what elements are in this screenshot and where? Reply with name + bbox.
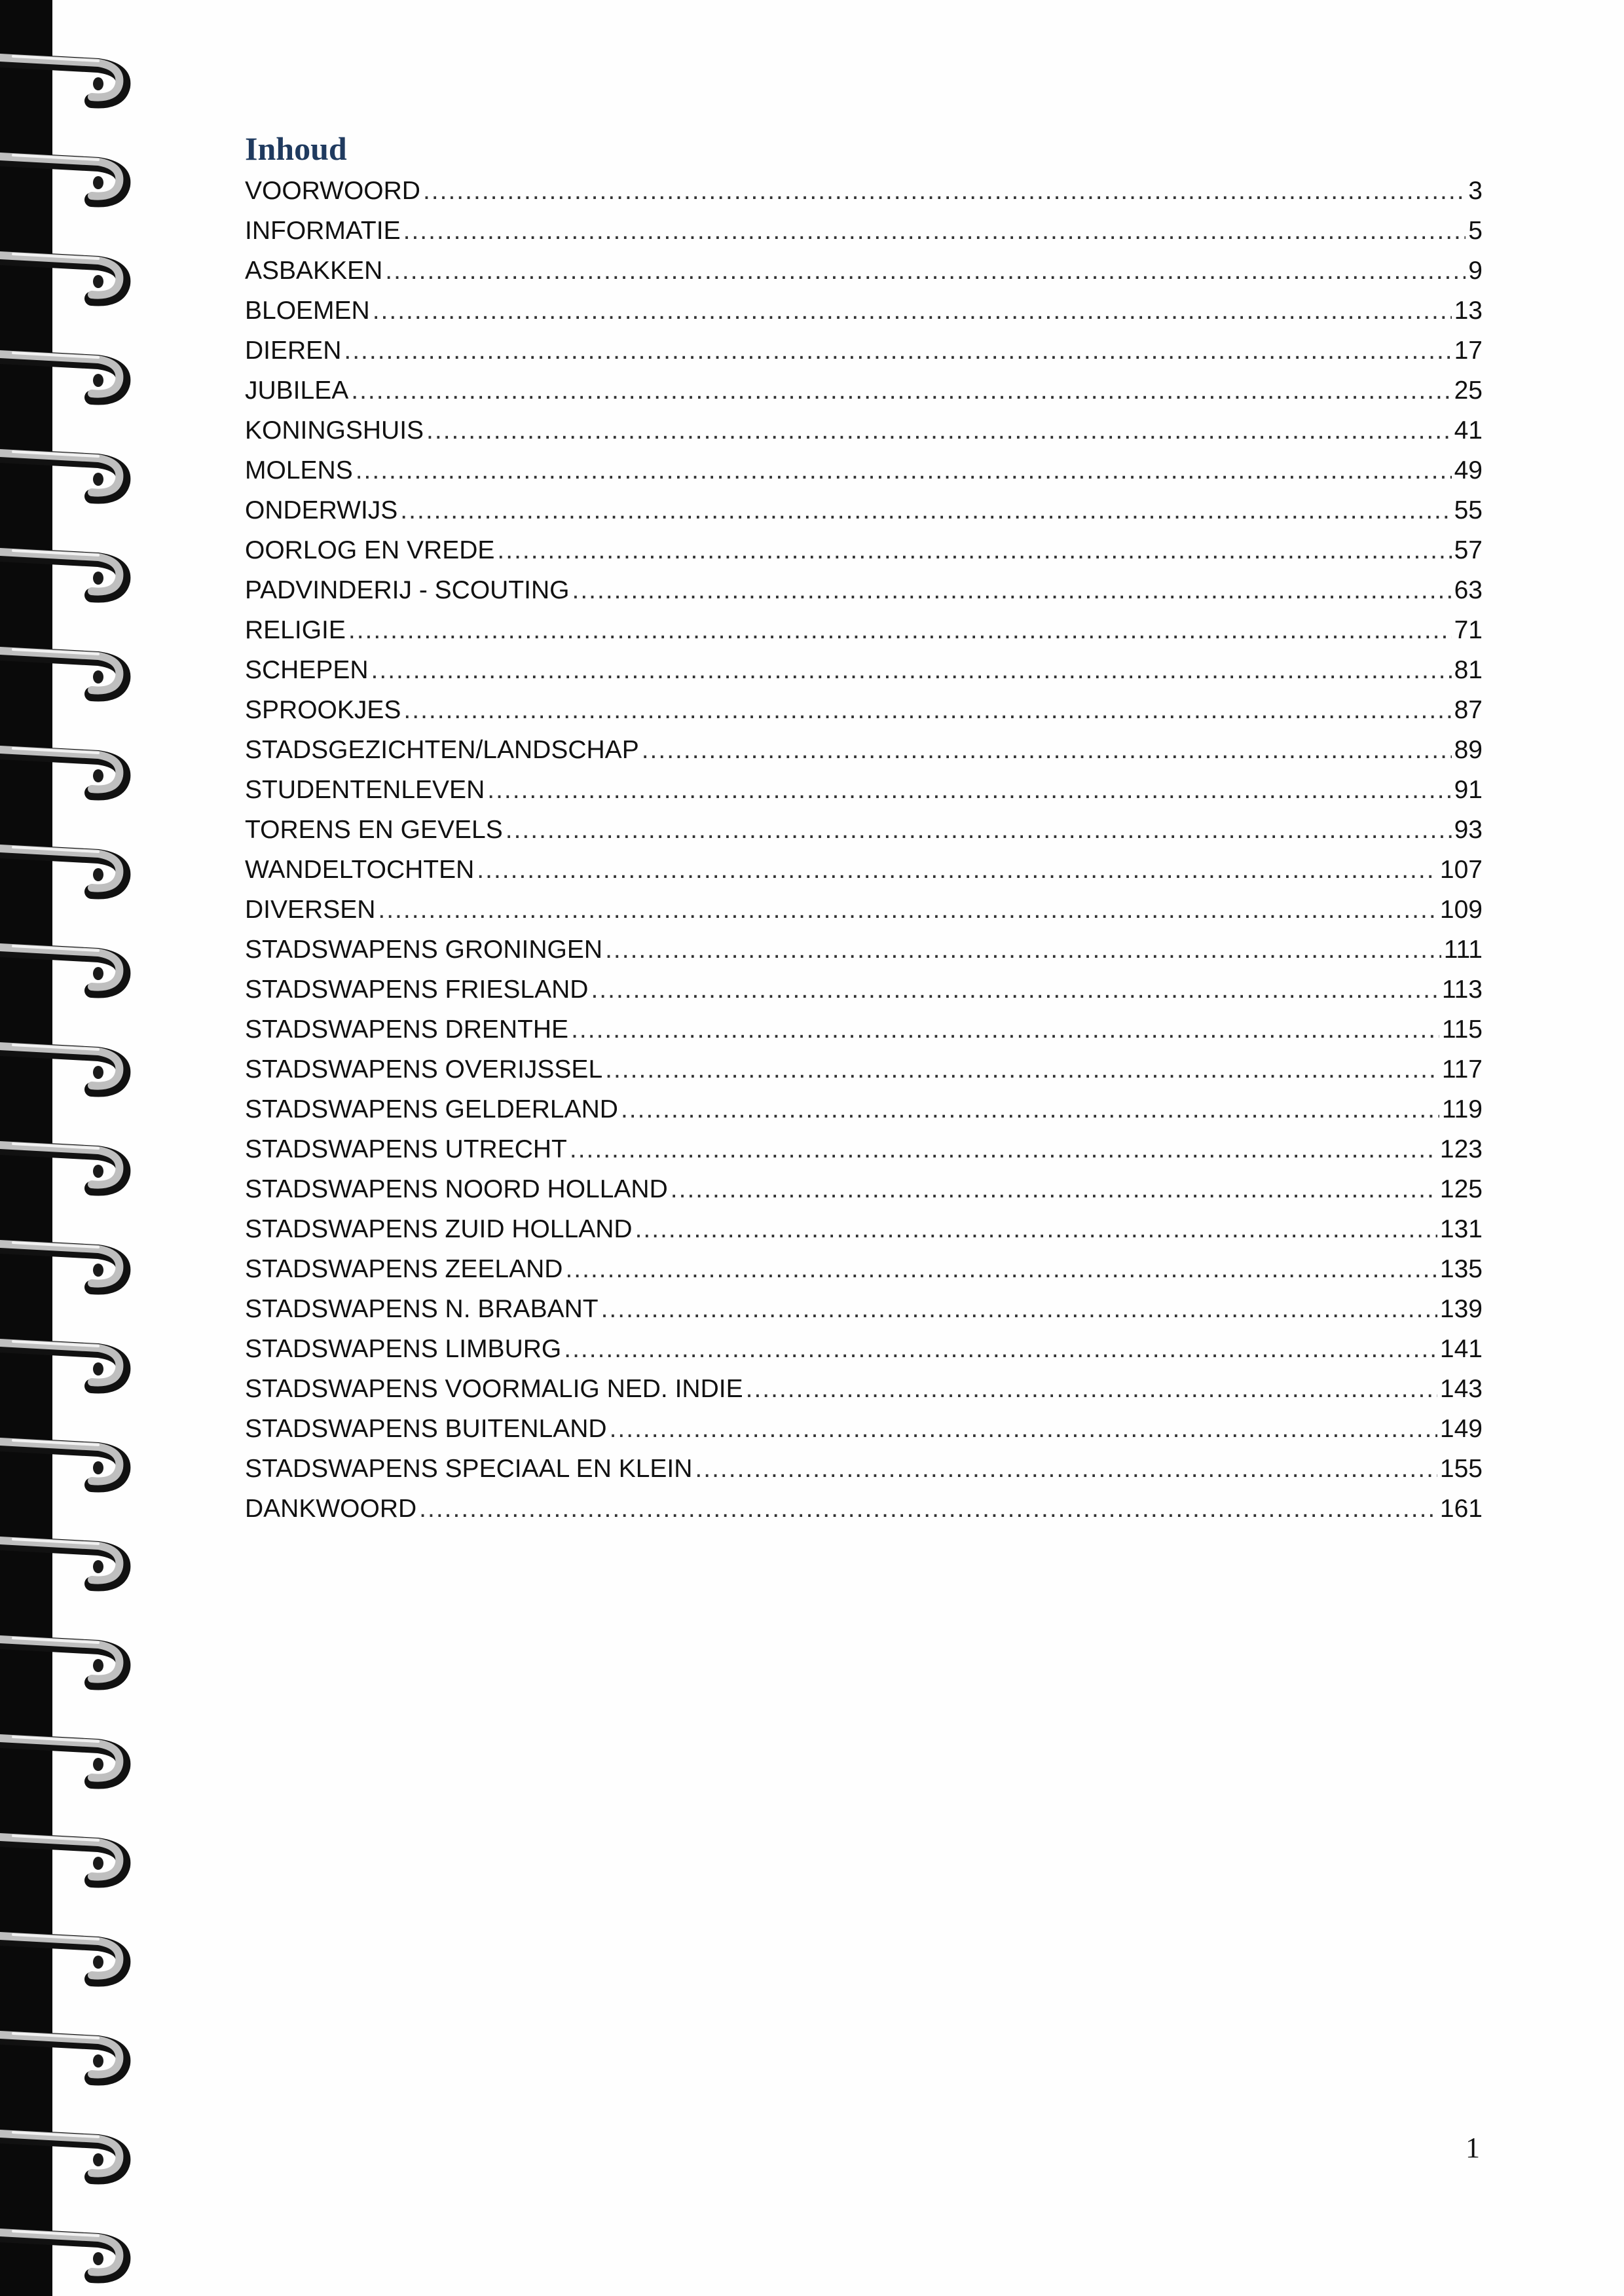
toc-dot-leader [621,1095,1439,1124]
toc-entry-label: INFORMATIE [245,217,401,245]
toc-entry-label: DANKWOORD [245,1495,417,1523]
toc-entry [245,1015,1483,1055]
toc-entry [245,1375,1483,1415]
toc-dot-leader [572,576,1451,605]
toc-entry [245,1095,1483,1135]
toc-entry [245,337,1483,376]
spiral-coil-loop [0,1144,123,1189]
toc-entry-label: STADSGEZICHTEN/LANDSCHAP [245,736,639,764]
spiral-coil-loop [0,2033,123,2079]
toc-entry-label: STADSWAPENS LIMBURG [245,1335,562,1363]
toc-entry-page: 71 [1454,616,1483,644]
toc-entry-page: 55 [1454,496,1483,524]
toc-dot-leader [385,257,1466,285]
toc-entry-label: KONINGSHUIS [245,416,424,445]
toc-entry-label: STADSWAPENS DRENTHE [245,1015,569,1044]
toc-entry-page: 109 [1439,896,1483,924]
toc-dot-leader [419,1495,1437,1523]
toc-dot-leader [570,1135,1437,1164]
toc-entry-page: 25 [1454,376,1483,405]
toc-entry [245,1215,1483,1255]
toc-entry-label: OORLOG EN VREDE [245,536,495,564]
toc-entry-label: STADSWAPENS UTRECHT [245,1135,567,1163]
toc-entry-page: 41 [1454,416,1483,445]
spiral-coil-loop [0,1243,123,1288]
toc-entry [245,1175,1483,1215]
toc-entry-page: 125 [1439,1175,1483,1203]
toc-entry-page: 89 [1454,736,1483,764]
toc-entry-label: MOLENS [245,456,353,484]
toc-dot-leader [497,536,1451,565]
toc-dot-leader [426,416,1452,445]
toc-entry-page: 155 [1439,1455,1483,1483]
toc-entry-label: ONDERWIJS [245,496,398,524]
toc-entry-label: STADSWAPENS NOORD HOLLAND [245,1175,668,1203]
toc-dot-leader [400,496,1451,525]
toc-dot-leader [610,1415,1437,1444]
toc-entry-label: SCHEPEN [245,656,369,684]
spiral-coil-loop [0,1737,123,1782]
toc-entry [245,1455,1483,1495]
toc-entry [245,1135,1483,1175]
spiral-coil-loop [0,353,123,398]
toc-entry [245,376,1483,416]
toc-entry-page: 63 [1454,576,1483,604]
toc-entry-page: 13 [1454,297,1483,325]
toc-entry-page: 57 [1454,536,1483,564]
toc-entry [245,217,1483,257]
toc-entry-page: 87 [1454,696,1483,724]
toc-entry-label: STADSWAPENS GELDERLAND [245,1095,618,1123]
toc-entry [245,936,1483,975]
toc-dot-leader [671,1175,1437,1204]
toc-entry [245,656,1483,696]
toc-dot-leader [403,696,1451,725]
toc-entry-label: ASBAKKEN [245,257,383,285]
spiral-coil-loop [0,748,123,793]
toc-dot-leader [506,816,1452,845]
toc-dot-leader [403,217,1466,246]
toc-entry [245,536,1483,576]
toc-entry [245,816,1483,856]
toc-entry-page: 161 [1439,1495,1483,1523]
toc-entry-page: 139 [1439,1295,1483,1323]
spiral-coil-loop [0,1045,123,1090]
page-number: 1 [1466,2132,1480,2164]
toc-dot-leader [423,177,1466,206]
toc-dot-leader [642,736,1452,765]
toc-entry-label: STADSWAPENS BUITENLAND [245,1415,607,1443]
toc-dot-leader [565,1255,1437,1284]
toc-entry-page: 119 [1441,1095,1483,1123]
toc-entry-page: 143 [1439,1375,1483,1403]
spiral-coil-loop [0,2132,123,2178]
toc-entry [245,896,1483,936]
toc-title: Inhoud [245,130,347,167]
toc-dot-leader [601,1295,1437,1324]
toc-entry-page: 113 [1441,975,1483,1004]
toc-dot-leader [635,1215,1437,1244]
toc-entry [245,1335,1483,1375]
toc-entry [245,856,1483,896]
table-of-contents [245,177,1483,1535]
spiral-coil-loop [0,946,123,991]
toc-entry-label: BLOEMEN [245,297,370,325]
toc-entry [245,416,1483,456]
toc-entry-page: 149 [1439,1415,1483,1443]
toc-entry [245,1255,1483,1295]
toc-entry-label: DIEREN [245,337,342,365]
toc-dot-leader [571,1015,1439,1044]
toc-entry [245,776,1483,816]
toc-entry-page: 123 [1439,1135,1483,1163]
toc-entry [245,1495,1483,1535]
toc-entry-label: STUDENTENLEVEN [245,776,485,804]
toc-entry-label: PADVINDERIJ - SCOUTING [245,576,570,604]
toc-entry-label: STADSWAPENS FRIESLAND [245,975,589,1004]
toc-entry-label: STADSWAPENS OVERIJSSEL [245,1055,603,1084]
toc-entry-label: SPROOKJES [245,696,401,724]
toc-entry [245,1055,1483,1095]
toc-entry-page: 9 [1468,257,1483,285]
toc-entry-page: 135 [1439,1255,1483,1283]
toc-entry-page: 131 [1439,1215,1483,1243]
toc-entry [245,576,1483,616]
toc-dot-leader [605,1055,1439,1084]
toc-entry [245,177,1483,217]
toc-dot-leader [371,656,1452,685]
toc-dot-leader [477,856,1437,884]
toc-dot-leader [373,297,1452,325]
toc-entry [245,456,1483,496]
toc-entry-page: 81 [1454,656,1483,684]
toc-entry [245,297,1483,337]
toc-entry-page: 115 [1441,1015,1483,1044]
toc-entry-page: 141 [1439,1335,1483,1363]
toc-entry-page: 111 [1443,936,1483,964]
toc-dot-leader [348,616,1452,645]
toc-entry [245,1415,1483,1455]
toc-entry-label: STADSWAPENS ZEELAND [245,1255,563,1283]
toc-entry-page: 107 [1439,856,1483,884]
spiral-coil-loop [0,1638,123,1683]
toc-dot-leader [351,376,1451,405]
toc-dot-leader [487,776,1451,805]
toc-entry-label: STADSWAPENS VOORMALIG NED. INDIE [245,1375,743,1403]
toc-entry-page: 117 [1441,1055,1483,1084]
toc-entry-label: STADSWAPENS GRONINGEN [245,936,603,964]
toc-dot-leader [605,936,1441,964]
toc-entry [245,616,1483,656]
toc-entry [245,696,1483,736]
toc-entry-label: WANDELTOCHTEN [245,856,475,884]
toc-dot-leader [344,337,1451,365]
toc-entry-label: VOORWOORD [245,177,420,205]
toc-entry-label: JUBILEA [245,376,349,405]
toc-dot-leader [378,896,1437,924]
spiral-coil-loop [0,1935,123,1980]
toc-entry [245,257,1483,297]
toc-entry-page: 49 [1454,456,1483,484]
toc-entry-label: DIVERSEN [245,896,376,924]
toc-entry [245,496,1483,536]
toc-dot-leader [695,1455,1437,1484]
toc-dot-leader [564,1335,1437,1364]
toc-entry-label: STADSWAPENS N. BRABANT [245,1295,599,1323]
toc-entry [245,736,1483,776]
toc-entry-page: 3 [1468,177,1483,205]
spiral-coil-loop [0,847,123,892]
toc-entry-label: TORENS EN GEVELS [245,816,503,844]
toc-dot-leader [356,456,1452,485]
toc-entry-label: RELIGIE [245,616,346,644]
toc-entry-label: STADSWAPENS ZUID HOLLAND [245,1215,633,1243]
toc-dot-leader [591,975,1439,1004]
spiral-coil-loop [0,1836,123,1881]
toc-entry [245,975,1483,1015]
spiral-coil-loop [0,254,123,299]
spiral-coil-loop [0,1440,123,1485]
toc-dot-leader [746,1375,1437,1404]
spiral-coil-loop [0,1341,123,1387]
toc-entry-page: 17 [1454,337,1483,365]
spiral-coil-loop [0,452,123,497]
spiral-coil-loop [0,56,123,101]
spiral-coil-loop [0,155,123,200]
spiral-coil-loop [0,649,123,695]
toc-entry-page: 91 [1454,776,1483,804]
toc-entry [245,1295,1483,1335]
toc-entry-page: 5 [1468,217,1483,245]
toc-entry-page: 93 [1454,816,1483,844]
spiral-coil-loop [0,1539,123,1584]
spiral-binding-coils [0,0,151,2296]
spiral-coil-loop [0,2231,123,2276]
toc-entry-label: STADSWAPENS SPECIAAL EN KLEIN [245,1455,693,1483]
spiral-coil-loop [0,551,123,596]
